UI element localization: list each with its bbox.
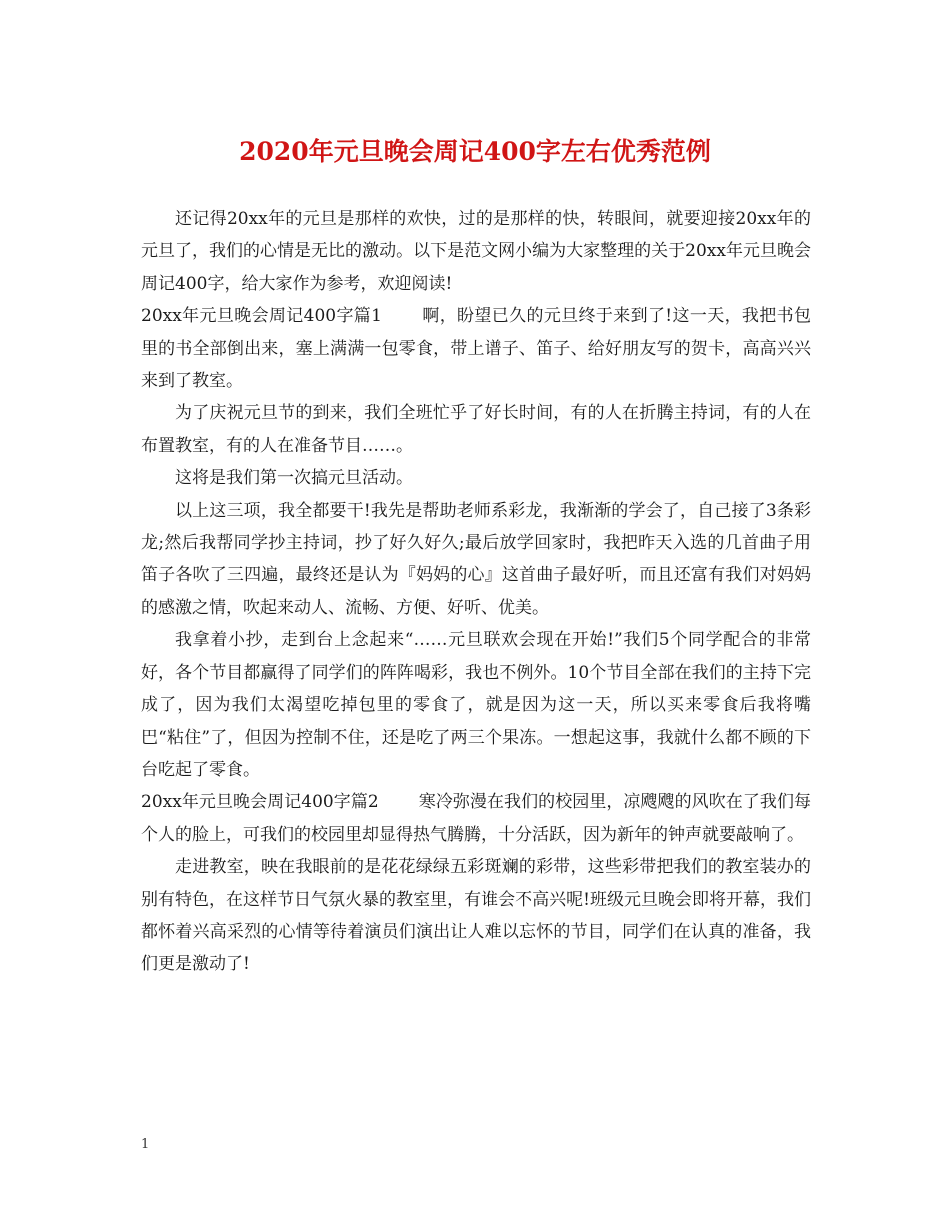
paragraph-5: 我拿着小抄，走到台上念起来“……元旦联欢会现在开始!”我们5个同学配合的非常好，各个节目都赢得了同学们的阵阵喝彩，我也不例外。10个节目全部在我们的主持下完成了，因为我们太渴望吃掉包里的零食了，就是因为这一天，所以买来零食后我将嘴巴“粘住”了，但因为控制不住，还是吃了两三个果冻。一想起这事，我就什么都不顾的下台吃起了零食。 [141, 630, 811, 780]
intro-paragraph: 还记得20xx年的元旦是那样的欢快，过的是那样的快，转眼间，就要迎接20xx年的元旦了，我们的心情是无比的激动。以下是范文网小编为大家整理的关于20xx年元旦晚会周记400字，给大家作为参考，欢迎阅读! [141, 209, 811, 294]
document-title: 2020年元旦晚会周记400字左右优秀范例 [239, 137, 711, 166]
paragraph-4: 以上这三项，我全都要干!我先是帮助老师系彩龙，我渐渐的学会了，自己接了3条彩龙;然后我帮同学抄主持词，抄了好久好久;最后放学回家时，我把昨天入选的几首曲子用笛子各吹了三四遍，最终还是认为『妈妈的心』这首曲子最好听，而且还富有我们对妈妈的感激之情，吹起来动人、流畅、方便、好听、优美。 [141, 500, 811, 618]
section-2-text: 寒冷弥漫在我们的校园里，凉飕飕的风吹在了我们每个人的脸上，可我们的校园里却显得热气腾腾，十分活跃，因为新年的钟声就要敲响了。 [141, 792, 812, 845]
page-number: 1 [141, 1137, 150, 1152]
section-2-heading: 20xx年元旦晚会周记400字篇2 [141, 792, 379, 813]
paragraph-3: 这将是我们第一次搞元旦活动。 [175, 468, 413, 489]
paragraph-2: 为了庆祝元旦节的到来，我们全班忙乎了好长时间，有的人在折腾主持词，有的人在布置教室，有的人在准备节目……。 [141, 403, 811, 456]
section-2-paragraph [141, 786, 811, 851]
section-1-paragraph [141, 300, 811, 397]
paragraph-6: 走进教室，映在我眼前的是花花绿绿五彩斑斓的彩带，这些彩带把我们的教室装办的别有特色，在这样节日气氛火暴的教室里，有谁会不高兴呢!班级元旦晚会即将开幕，我们都怀着兴高采烈的心情等待着演员们演出让人难以忘怀的节目，同学们在认真的准备，我们更是激动了! [141, 857, 811, 975]
section-1-heading: 20xx年元旦晚会周记400字篇1 [141, 306, 382, 327]
section-1-text: 啊，盼望已久的元旦终于来到了!这一天，我把书包里的书全部倒出来，塞上满满一包零食，带上谱子、笛子、给好朋友写的贺卡，高高兴兴来到了教室。 [141, 306, 811, 392]
document-body [141, 203, 811, 981]
